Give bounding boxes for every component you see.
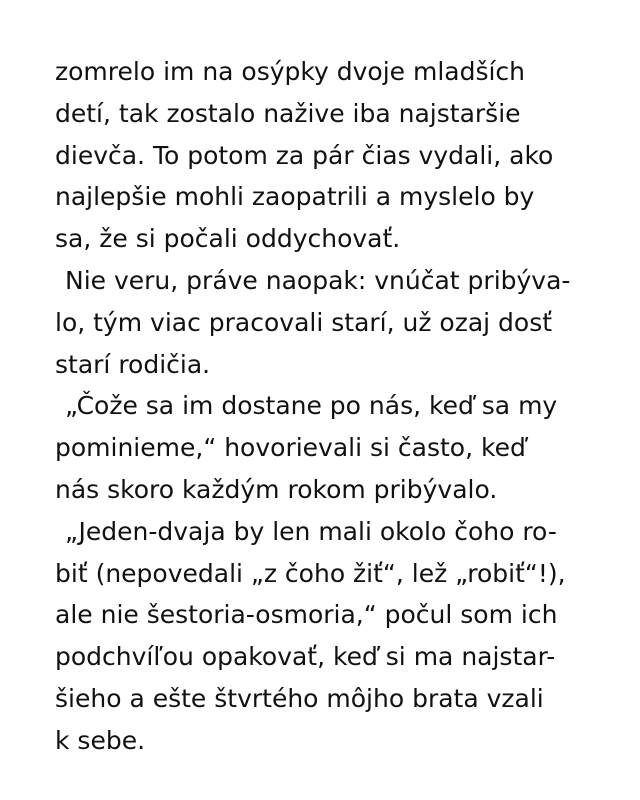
text-line: pominieme,“ hovorievali si často, keď (55, 433, 526, 463)
text-line: biť (nepovedali „z čoho žiť“, lež „robiť“!), (55, 558, 566, 588)
text-line: ale nie šestoria-osmoria,“ počul som ich (55, 600, 558, 630)
text-line: nás skoro každým rokom pribývalo. (55, 474, 498, 504)
paragraph-start-line: Nie veru, práve naopak: vnúčat pribýva- (65, 265, 571, 295)
text-line: lo, tým viac pracovali starí, už ozaj dosť (55, 307, 553, 337)
paragraph-start-line: „Jeden-dvaja by len mali okolo čoho ro- (65, 516, 557, 546)
text-line: šieho a ešte štvrtého môjho brata vzali (55, 683, 544, 713)
text-line: podchvíľou opakovať, keď si ma najstar- (55, 642, 556, 672)
text-line: zomrelo im na osýpky dvoje mladších (55, 57, 526, 86)
text-line: najlepšie mohli zaopatrili a myslelo by (55, 182, 535, 212)
text-line: sa, že si počali oddychovať. (55, 224, 401, 254)
paragraph-start-line: „Čože sa im dostane po nás, keď sa my (65, 391, 558, 421)
text-line: dievča. To potom za pár čias vydali, ako (55, 140, 554, 170)
body-text (55, 51, 595, 762)
text-line: detí, tak zostalo nažive iba najstaršie (55, 98, 521, 128)
text-line: starí rodičia. (55, 349, 211, 379)
text-line: k sebe. (55, 725, 146, 755)
